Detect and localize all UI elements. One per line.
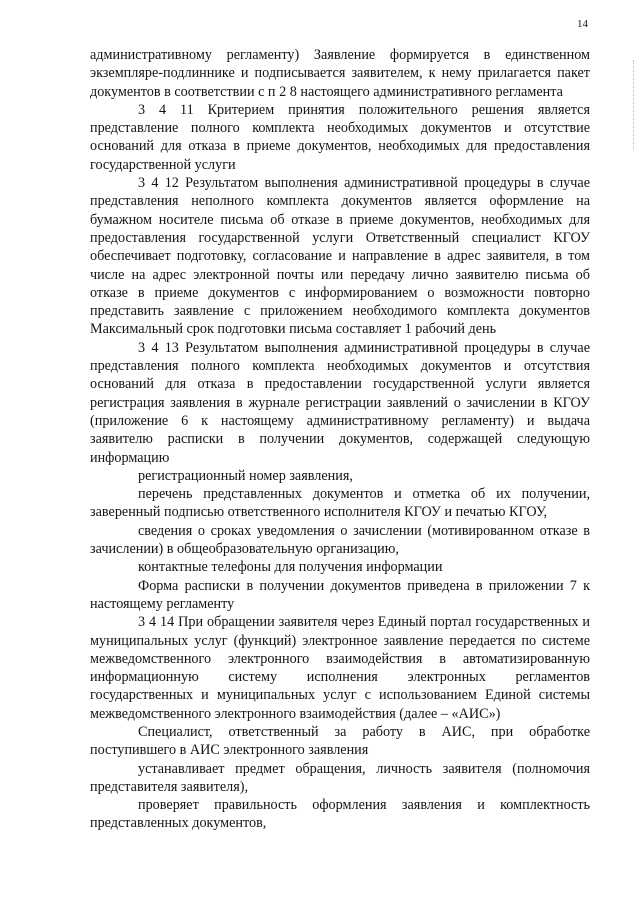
paragraph: 3 4 13 Результатом выполнения административной процедуры в случае представления полного комплекта необходимых документов и отсутствия оснований для отказа в предоставлении государственной услуги является регистрация заявления в журнале регистрации заявлений о зачислении в КГОУ (приложение 6 к настоящему административному регламенту) и выдача заявителю расписки в получении документов, содержащей следующую информацию bbox=[90, 339, 590, 466]
paragraph: проверяет правильность оформления заявления и комплектность представленных документов, bbox=[90, 797, 590, 832]
paragraph: 3 4 14 При обращении заявителя через Единый портал государственных и муниципальных услуг (функций) электронное заявление передается по системе межведомственного электронного взаимодействия в автоматизированную информационную систему исполнения электронных регламентов государственных и муниципальных услуг с использованием Единой системы межведомственного электронного взаимодействия (далее – «АИС») bbox=[90, 614, 590, 722]
paragraph: Специалист, ответственный за работу в АИС, при обработке поступившего в АИС электронного заявления bbox=[90, 723, 590, 759]
paragraph: Форма расписки в получении документов приведена в приложении 7 к настоящему регламенту bbox=[90, 577, 590, 612]
paragraph: перечень представленных документов и отметка об их получении, заверенный подписью ответственного исполнителя КГОУ и печатью КГОУ, bbox=[90, 486, 590, 521]
paragraph: 3 4 11 Критерием принятия положительного решения является представление полного комплекта необходимых документов и отсутствие оснований для отказа в приеме документов, необходимых для предоставления государственной услуги bbox=[90, 101, 590, 173]
paragraph: контактные телефоны для получения информации bbox=[138, 559, 443, 576]
scan-edge-mark bbox=[631, 60, 634, 150]
paragraph: устанавливает предмет обращения, личность заявителя (полномочия представителя заявителя), bbox=[90, 760, 590, 795]
page-number: 14 bbox=[577, 18, 588, 30]
paragraph: административному регламенту) Заявление формируется в единственном экземпляре-подлиннике и подписывается заявителем, к нему прилагается пакет документов в соответствии с п 2 8 настоящего административного регламента bbox=[90, 47, 590, 100]
document-body bbox=[90, 46, 590, 833]
paragraph: сведения о сроках уведомления о зачислении (мотивированном отказе в зачислении) в общеобразовательную организацию, bbox=[90, 522, 590, 558]
paragraph: регистрационный номер заявления, bbox=[138, 467, 353, 484]
paragraph: 3 4 12 Результатом выполнения административной процедуры в случае представления неполного комплекта документов является оформление на бумажном носителе письма об отказе в приеме документов, необходимых для предоставления государственной услуги Ответственный специалист КГОУ обеспечивает подготовку, согласование и направление в адрес заявителя, в том числе на адрес электронной почты или передачу лично заявителю письма об отказе в приеме документов с информированием о возможности повторно представить заявление с приложением необходимого комплекта документов Максимальный срок подготовки письма составляет 1 рабочий день bbox=[90, 175, 590, 338]
